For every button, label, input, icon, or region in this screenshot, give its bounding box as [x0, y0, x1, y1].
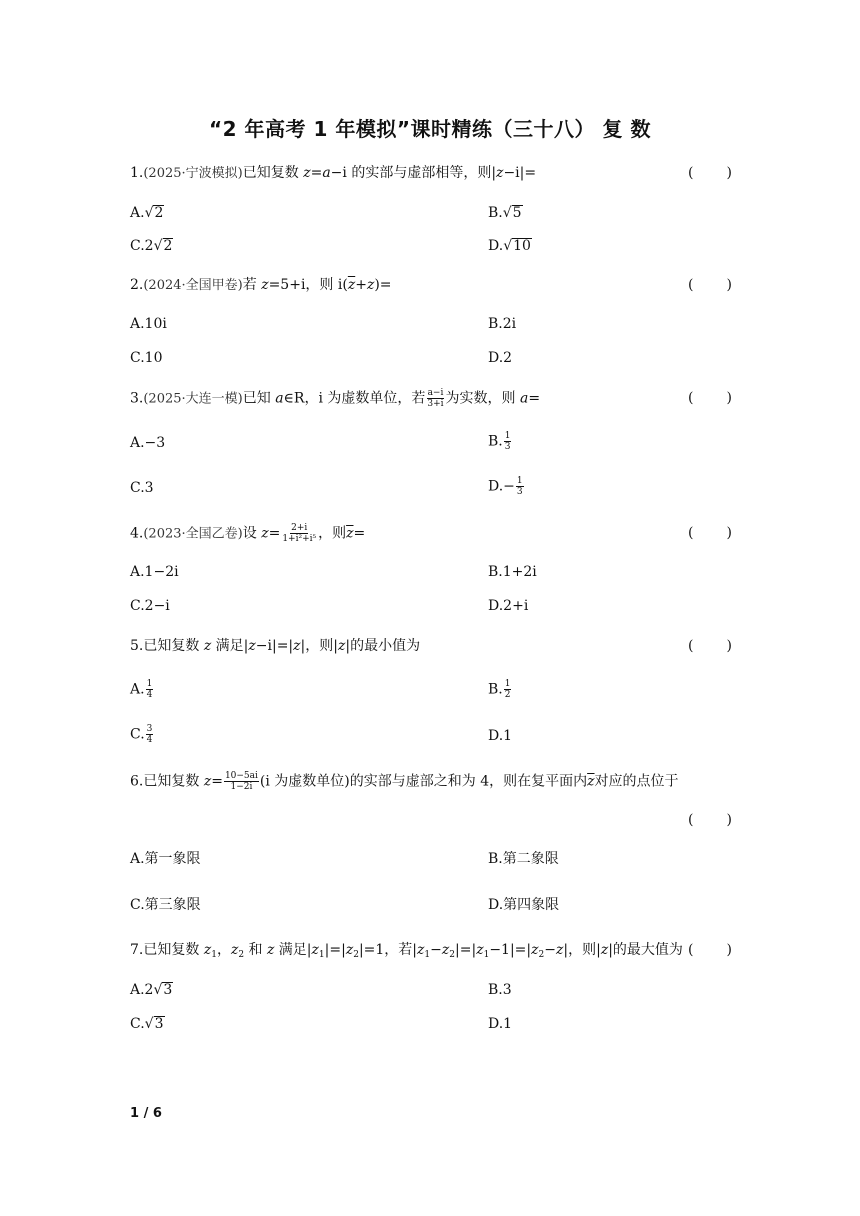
option-b: B.2i [488, 316, 517, 332]
question-6: 6.已知复数 z= $\frac{10-5ai}{1-2i}$ (i 为虚数单位)的实部与虚部之和为 4，则在复平面内$\overline{z}$对应的点位于 [130, 771, 679, 792]
question-7: 7.已知复数 $z_1$，$z_2$ 和 z 满足$|z_1|=|z_2|=1$，若$|z_1-z_2|=|z_1-1|=|z_2-z|$，则|z|的最大值为 [130, 942, 683, 960]
option-a: A.2√3 [130, 982, 173, 998]
question-5: 5.已知复数 z 满足|z−i|=|z|，则|z|的最小值为 [130, 638, 421, 654]
option-b: B.1+2i [488, 564, 537, 580]
option-a: A. $\frac{1}{4}$ [130, 679, 153, 700]
page-title: “2 年高考 1 年模拟”课时精练（三十八） 复 数 [209, 117, 651, 141]
option-b: B.3 [488, 982, 512, 998]
option-a: A.√2 [130, 205, 164, 221]
question-source: (2025·宁波模拟) [143, 166, 243, 181]
option-d: D.1 [488, 1016, 513, 1032]
question-source: (2023·全国乙卷) [143, 526, 243, 542]
answer-bracket: ( ) [688, 942, 732, 958]
option-a: A.−3 [130, 435, 166, 451]
option-c: C.第三象限 [130, 897, 201, 913]
option-d: D.1 [488, 728, 513, 744]
option-b: B.第二象限 [488, 851, 559, 867]
option-c: C.3 [130, 480, 154, 496]
option-d: D.第四象限 [488, 897, 560, 913]
option-d: D.√10 [488, 238, 531, 254]
page-number: 1 / 6 [130, 1106, 162, 1121]
option-a: A.1−2i [130, 564, 179, 580]
question-source: (2024·全国甲卷) [143, 278, 243, 293]
question-3: 3.(2025·大连一模)已知 a∈R，i 为虚数单位，若 $\frac{a-i}{3+i}$ 为实数，则 a= [130, 388, 541, 409]
answer-bracket: ( ) [688, 165, 732, 181]
option-c: C.√3 [130, 1016, 164, 1032]
option-b: B. $\frac{1}{2}$ [488, 679, 511, 700]
question-source: (2025·大连一模) [143, 391, 243, 407]
option-c: C.10 [130, 350, 163, 366]
option-d: D.− $\frac{1}{3}$ [488, 476, 523, 497]
answer-bracket: ( ) [688, 525, 732, 541]
fraction: $\frac{a-i}{3+i}$ [427, 388, 444, 409]
question-2: 2.(2024·全国甲卷)若 z=5+i，则 $i(\overline{z}+z)=$ [130, 277, 392, 293]
option-a: A.10i [130, 316, 167, 332]
option-b: B.√5 [488, 205, 522, 221]
answer-bracket: ( ) [688, 638, 732, 654]
option-d: D.2+i [488, 598, 529, 614]
answer-bracket: ( ) [688, 812, 732, 828]
option-c: C.2−i [130, 598, 170, 614]
fraction: $\frac{10-5ai}{1-2i}$ [224, 771, 258, 792]
question-4: 4.(2023·全国乙卷)设 z= $\frac{2+i}{\text{1+i²+i⁵}}$ ，则$\overline{z}=$ [130, 523, 366, 544]
option-c: C.2√2 [130, 238, 173, 254]
answer-bracket: ( ) [688, 390, 732, 406]
option-c: C. $\frac{3}{4}$ [130, 724, 153, 745]
option-a: A.第一象限 [130, 851, 201, 867]
answer-bracket: ( ) [688, 277, 732, 293]
fraction: $\frac{2+i}{\text{1+i²+i⁵}}$ [282, 523, 317, 544]
option-d: D.2 [488, 350, 513, 366]
question-1: 1.(2025·宁波模拟)已知复数 z=a−i 的实部与虚部相等，则|z−i|= [130, 165, 537, 181]
option-b: B. $\frac{1}{3}$ [488, 431, 511, 452]
